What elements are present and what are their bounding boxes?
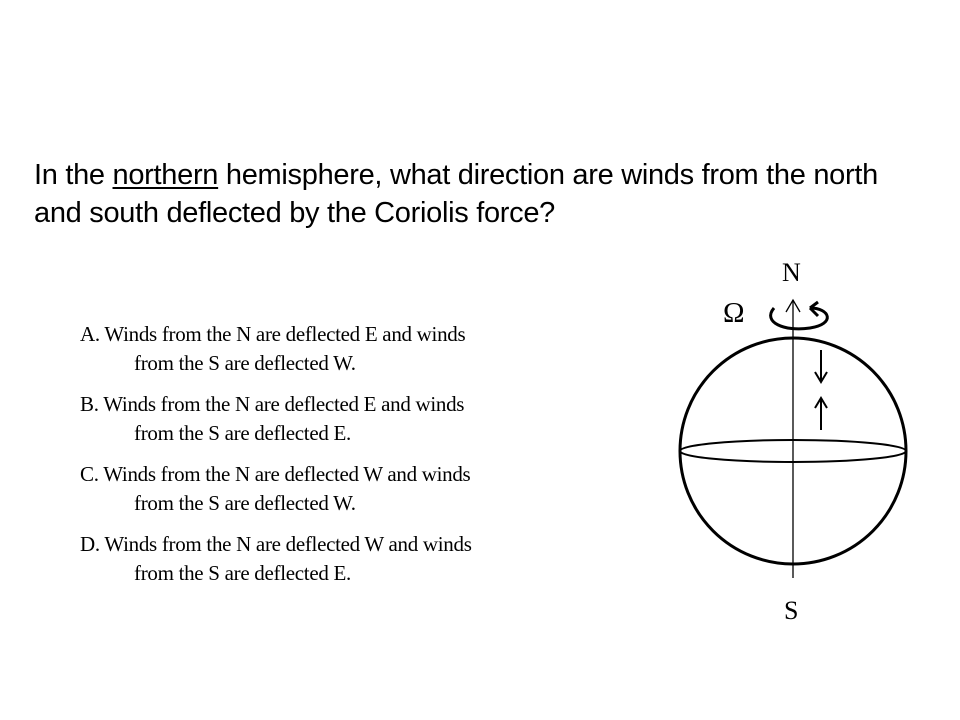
north-pole-label: N — [782, 258, 801, 287]
earth-diagram — [660, 250, 930, 640]
option-b[interactable] — [80, 390, 640, 448]
option-b-label: B. — [80, 392, 99, 416]
option-d-label: D. — [80, 532, 100, 556]
option-c-line2: from the S are deflected W. — [134, 491, 356, 515]
option-d-line1: Winds from the N are deflected W and winds — [104, 532, 472, 556]
option-d[interactable] — [80, 530, 640, 588]
answer-options — [80, 320, 640, 600]
option-a-label: A. — [80, 322, 100, 346]
option-b-line1: Winds from the N are deflected E and winds — [103, 392, 465, 416]
option-c-line1: Winds from the N are deflected W and winds — [103, 462, 471, 486]
question-emphasis: northern — [112, 159, 219, 191]
earth-diagram-svg — [660, 250, 930, 640]
option-c[interactable] — [80, 460, 640, 518]
option-a-line2: from the S are deflected W. — [134, 351, 356, 375]
option-a-line1: Winds from the N are deflected E and winds — [104, 322, 466, 346]
question-suffix: hemisphere, what direction are winds from the north and south deflected by the Coriolis force? — [34, 159, 878, 229]
question-prefix: In the — [34, 159, 113, 191]
option-b-line2: from the S are deflected E. — [134, 421, 351, 445]
south-pole-label: S — [784, 596, 799, 625]
question-text — [34, 156, 894, 232]
option-d-line2: from the S are deflected E. — [134, 561, 351, 585]
option-a[interactable] — [80, 320, 640, 378]
rotation-symbol: Ω — [723, 297, 745, 329]
option-c-label: C. — [80, 462, 99, 486]
